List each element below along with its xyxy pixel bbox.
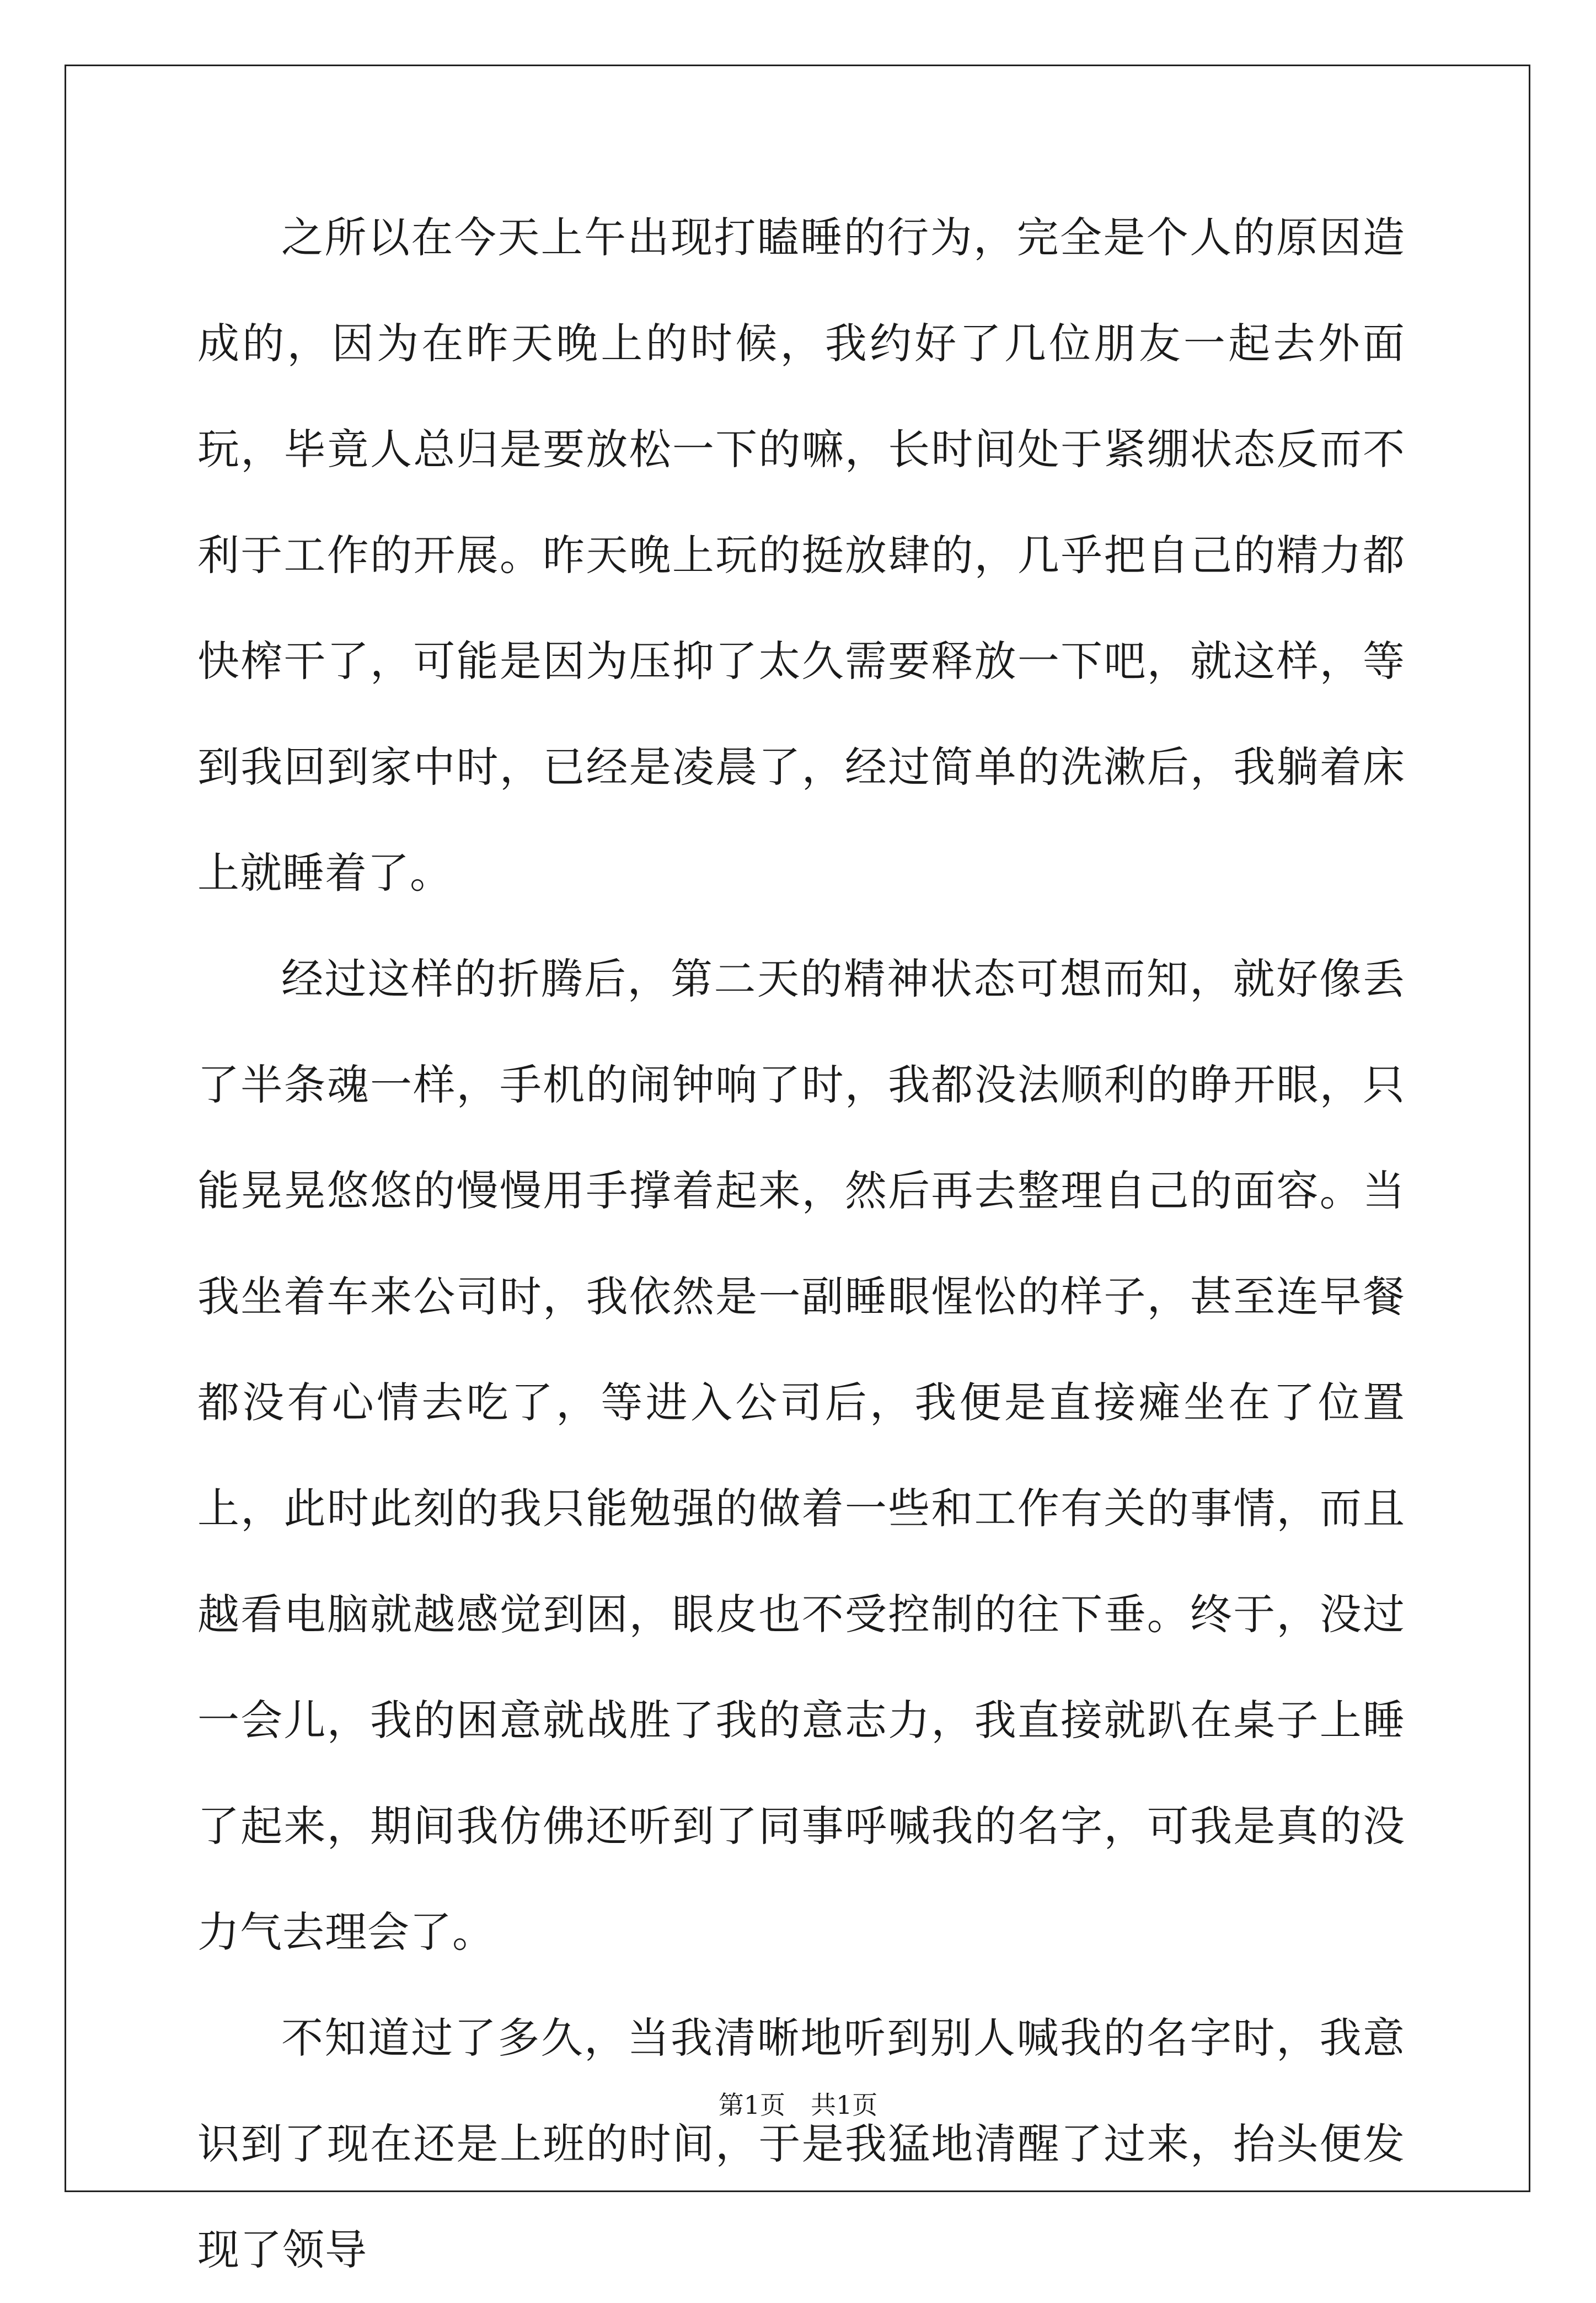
paragraph-1: 之所以在今天上午出现打瞌睡的行为，完全是个人的原因造成的，因为在昨天晚上的时候，我约好了几位朋友一起去外面玩，毕竟人总归是要放松一下的嘛，长时间处于紧绷状态反而不利于工作的开展。昨天晚上玩的挺放肆的，几乎把自己的精力都快榨干了，可能是因为压抑了太久需要释放一下吧，就这样，等到我回到家中时，已经是凌晨了，经过简单的洗漱后，我躺着床上就睡着了。: [197, 213, 1405, 897]
paragraph-3: 不知道过了多久，当我清晰地听到别人喊我的名字时，我意识到了现在还是上班的时间，于是我猛地清醒了过来，抬头便发现了领导: [197, 2013, 1405, 2274]
paragraph-2: 经过这样的折腾后，第二天的精神状态可想而知，就好像丢了半条魂一样，手机的闹钟响了时，我都没法顺利的睁开眼，只能晃晃悠悠的慢慢用手撑着起来，然后再去整理自己的面容。当我坐着车来公司时，我依然是一副睡眼惺忪的样子，甚至连早餐都没有心情去吃了，等进入公司后，我便是直接瘫坐在了位置上，此时此刻的我只能勉强的做着一些和工作有关的事情，而且越看电脑就越感觉到困，眼皮也不受控制的往下垂。终于，没过一会儿，我的困意就战胜了我的意志力，我直接就趴在桌子上睡了起来，期间我仿佛还听到了同事呼喊我的名字，可我是真的没力气去理会了。: [197, 954, 1405, 1957]
page-footer: 第1页 共1页: [718, 2090, 878, 2120]
document-body: [197, 185, 1405, 2303]
